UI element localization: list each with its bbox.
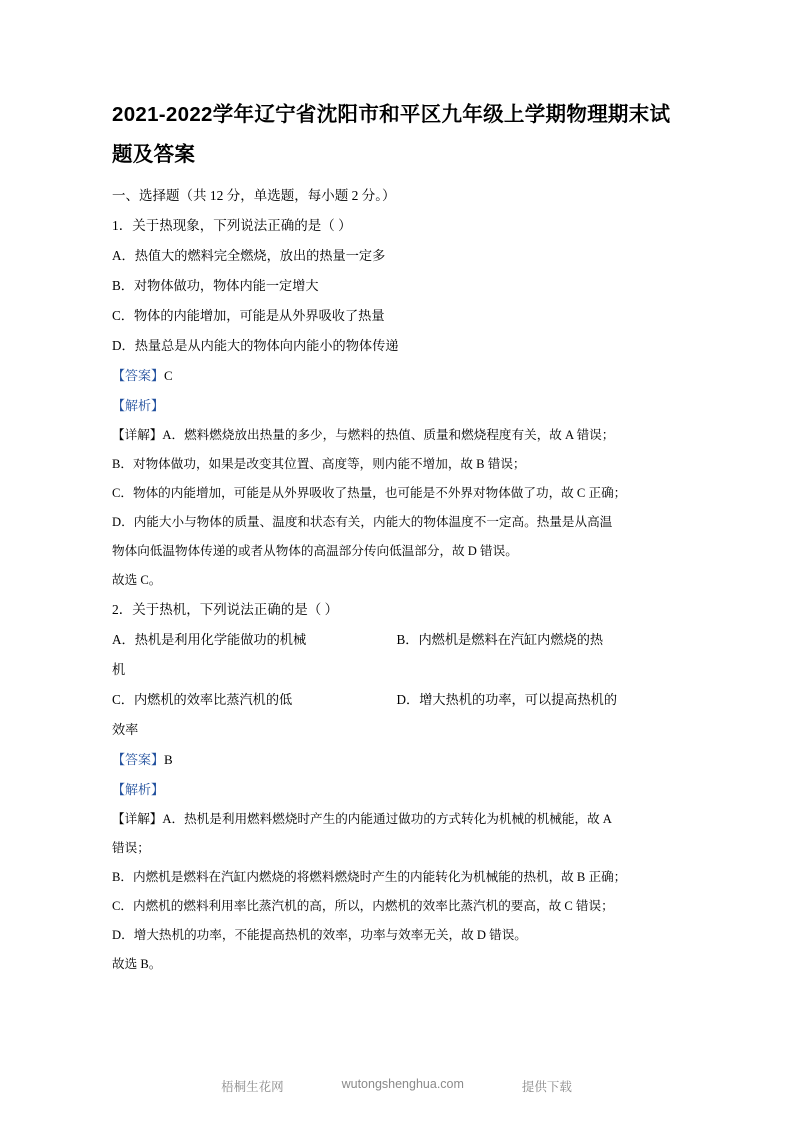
question-2-option-a: A．热机是利用化学能做功的机械	[112, 632, 307, 647]
footer-download-label: 提供下载	[521, 1080, 572, 1094]
question-1-option-a: A．热值大的燃料完全燃烧，放出的热量一定多	[112, 248, 386, 263]
question-1-detail-line-1: 【详解】A．燃料燃烧放出热量的多少，与燃料的热值、质量和燃烧程度有关，故 A 错误；	[112, 428, 615, 442]
question-2-analysis-tag: 【解析】	[112, 782, 165, 797]
question-1-option-c: C．物体的内能增加，可能是从外界吸收了热量	[112, 308, 385, 323]
question-2-option-d: D．增大热机的功率，可以提高热机的	[396, 692, 618, 707]
question-2-detail-line-3: B．内燃机是燃料在汽缸内燃烧的将燃料燃烧时产生的内能转化为机械能的热机，故 B 正确；	[112, 870, 627, 884]
question-2-detail-line-6: 故选 B。	[112, 957, 162, 971]
question-1-analysis-tag: 【解析】	[112, 398, 165, 413]
question-2-detail-line-4: C．内燃机的燃料利用率比蒸汽机的高，所以，内燃机的效率比蒸汽机的要高，故 C 错误；	[112, 899, 614, 913]
page-footer	[0, 1077, 793, 1095]
section-heading: 一、选择题（共 12 分，单选题，每小题 2 分。）	[112, 188, 396, 203]
question-2-detail-line-5: D．增大热机的功率，不能提高热机的效率，功率与效率无关，故 D 错误。	[112, 928, 527, 942]
question-1-option-d: D．热量总是从内能大的物体向内能小的物体传递	[112, 338, 399, 353]
question-2-option-c: C．内燃机的效率比蒸汽机的低	[112, 692, 293, 707]
question-2-option-b-wrap: 机	[112, 662, 126, 677]
question-1-detail-line-3: C．物体的内能增加，可能是从外界吸收了热量，也可能是不外界对物体做了功，故 C 正确；	[112, 486, 627, 500]
page-title: 2021-2022学年辽宁省沈阳市和平区九年级上学期物理期末试题及答案	[112, 103, 671, 166]
question-1-detail-line-2: B．对物体做功，如果是改变其位置、高度等，则内能不增加，故 B 错误；	[112, 457, 526, 471]
question-1-detail-line-4: D．内能大小与物体的质量、温度和状态有关，内能大的物体温度不一定高。热量是从高温	[112, 515, 613, 529]
question-2-stem: 2．关于热机，下列说法正确的是（ ）	[112, 602, 339, 617]
footer-site-name: 梧桐生花网	[221, 1080, 284, 1094]
question-2-options-row-1	[112, 625, 681, 655]
answer-tag: 【答案】	[112, 368, 165, 383]
question-1-detail-line-5: 物体向低温物体传递的或者从物体的高温部分传向低温部分，故 D 错误。	[112, 544, 518, 558]
footer-site-url: wutongshenghua.com	[341, 1077, 464, 1091]
question-2-detail-line-1: 【详解】A．热机是利用燃料燃烧时产生的内能通过做功的方式转化为机械的机械能，故 A	[112, 812, 612, 826]
question-2-option-d-wrap: 效率	[112, 722, 139, 737]
question-2-detail-line-2: 错误；	[112, 841, 150, 855]
question-1-option-b: B．对物体做功，物体内能一定增大	[112, 278, 319, 293]
question-2-options-row-2	[112, 685, 681, 715]
question-1-detail-line-6: 故选 C。	[112, 573, 162, 587]
answer-value: C	[164, 368, 173, 383]
question-2-answer	[112, 745, 681, 775]
answer-value: B	[164, 752, 173, 767]
answer-tag: 【答案】	[112, 752, 165, 767]
question-1-answer	[112, 361, 681, 391]
question-1-stem: 1．关于热现象，下列说法正确的是（ ）	[112, 218, 352, 233]
question-2-option-b: B．内燃机是燃料在汽缸内燃烧的热	[396, 632, 604, 647]
